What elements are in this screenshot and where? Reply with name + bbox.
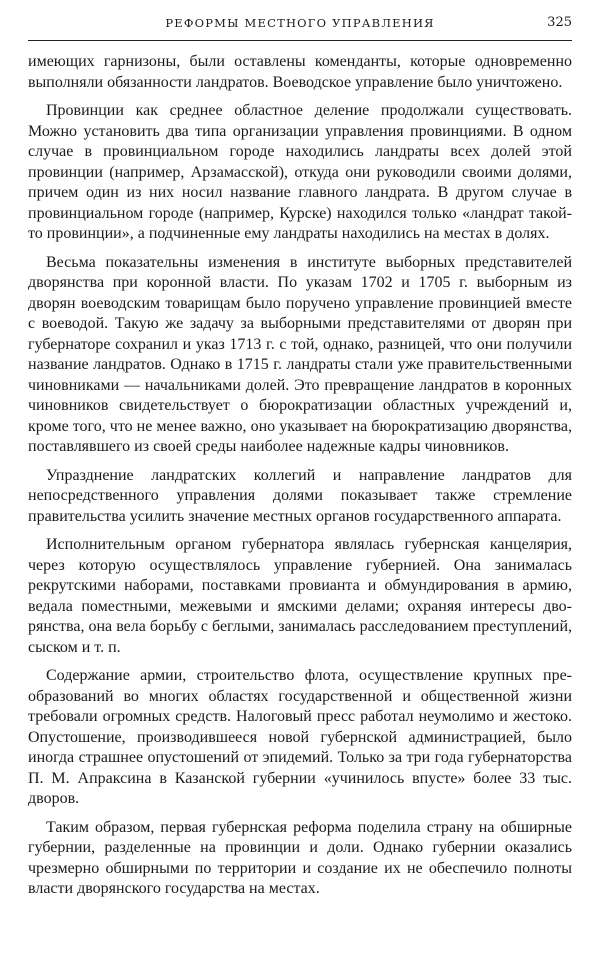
running-head [28, 14, 572, 36]
paragraph-4: Упразднение ландратских коллегий и направление ландратов для непосредственного управления долями показывает также стремление правительства усилить значение местных органов государственного аппарата. [28, 466, 572, 525]
paragraph-6: Содержание армии, строительство флота, осуществление крупных преобразований во многих областях государственной и общественной жизни требовали огромных средств. Налоговый пресс работал неумолимо и жестоко. Опустошение, производившееся новой губернской администрацией, было иногда страшнее опустошений от эпидемий. Только за три года губернаторства П. М. Апраксина в Казанской губернии «учинилось впусте» более 33 тыс. дворов. [28, 667, 572, 807]
paragraph-1: имеющих гарнизоны, были оставлены коменданты, которые одновременно выполняли обязанности ландратов. Воеводское управление было уничтожено. [28, 53, 572, 91]
running-title: РЕФОРМЫ МЕСТНОГО УПРАВЛЕНИЯ [165, 16, 435, 30]
header-rule [28, 40, 572, 41]
body-text [28, 52, 572, 908]
paragraph-5: Исполнительным органом губернатора являлась губернская канцелярия, через которую осуществлялось управление губернией. Она занималась рекрутскими наборами, поставками провианта и обмундирования в армию, ведала поместными, межевыми и ямскими делами; охраняя интересы дворянства, она вела борьбу с беглыми, занималась расследованием преступлений, сыском и т. п. [28, 536, 572, 656]
page-number: 325 [547, 15, 572, 30]
paragraph-7: Таким образом, первая губернская реформа поделила страну на обширные губернии, разделенные на провинции и доли. Однако губернии оказались чрезмерно обширными по территории и создание их не обеспечило полноты власти дворянского государства на местах. [28, 818, 572, 897]
paragraph-2: Провинции как среднее областное деление продолжали существовать. Можно установить два типа организации управления провинциями. В одном случае в провинциальном городе находились ландраты всех долей этой провинции (например, Арзамасской), откуда они руководили своими долями, причем один из них носил название главного ландрата. В другом случае в провинциальном городе (например, Курске) находился только «ландрат такой-то провинции», а подчиненные ему ландраты находились на местах в долях. [28, 102, 572, 242]
paragraph-3: Весьма показательны изменения в институте выборных представителей дворянства при коронной власти. По указам 1702 и 1705 г. выборным из дворян воеводским товарищам было поручено управление провинцией вместе с воеводой. Такую же задачу за выборными представителями от дворян при губернаторе сохранил и указ 1713 г. с той, однако, разницей, что они получили название ландратов. Однако в 1715 г. ландраты стали уже правительственными чиновниками — начальниками долей. Это превращение ландратов в коронных чиновников свидетельствует о бюрократизации областных учреждений и, кроме того, что не менее важно, оно указывает на бюрократизацию дворянства, поставлявшего из своей среды наиболее надежные кадры чиновников. [28, 253, 572, 455]
